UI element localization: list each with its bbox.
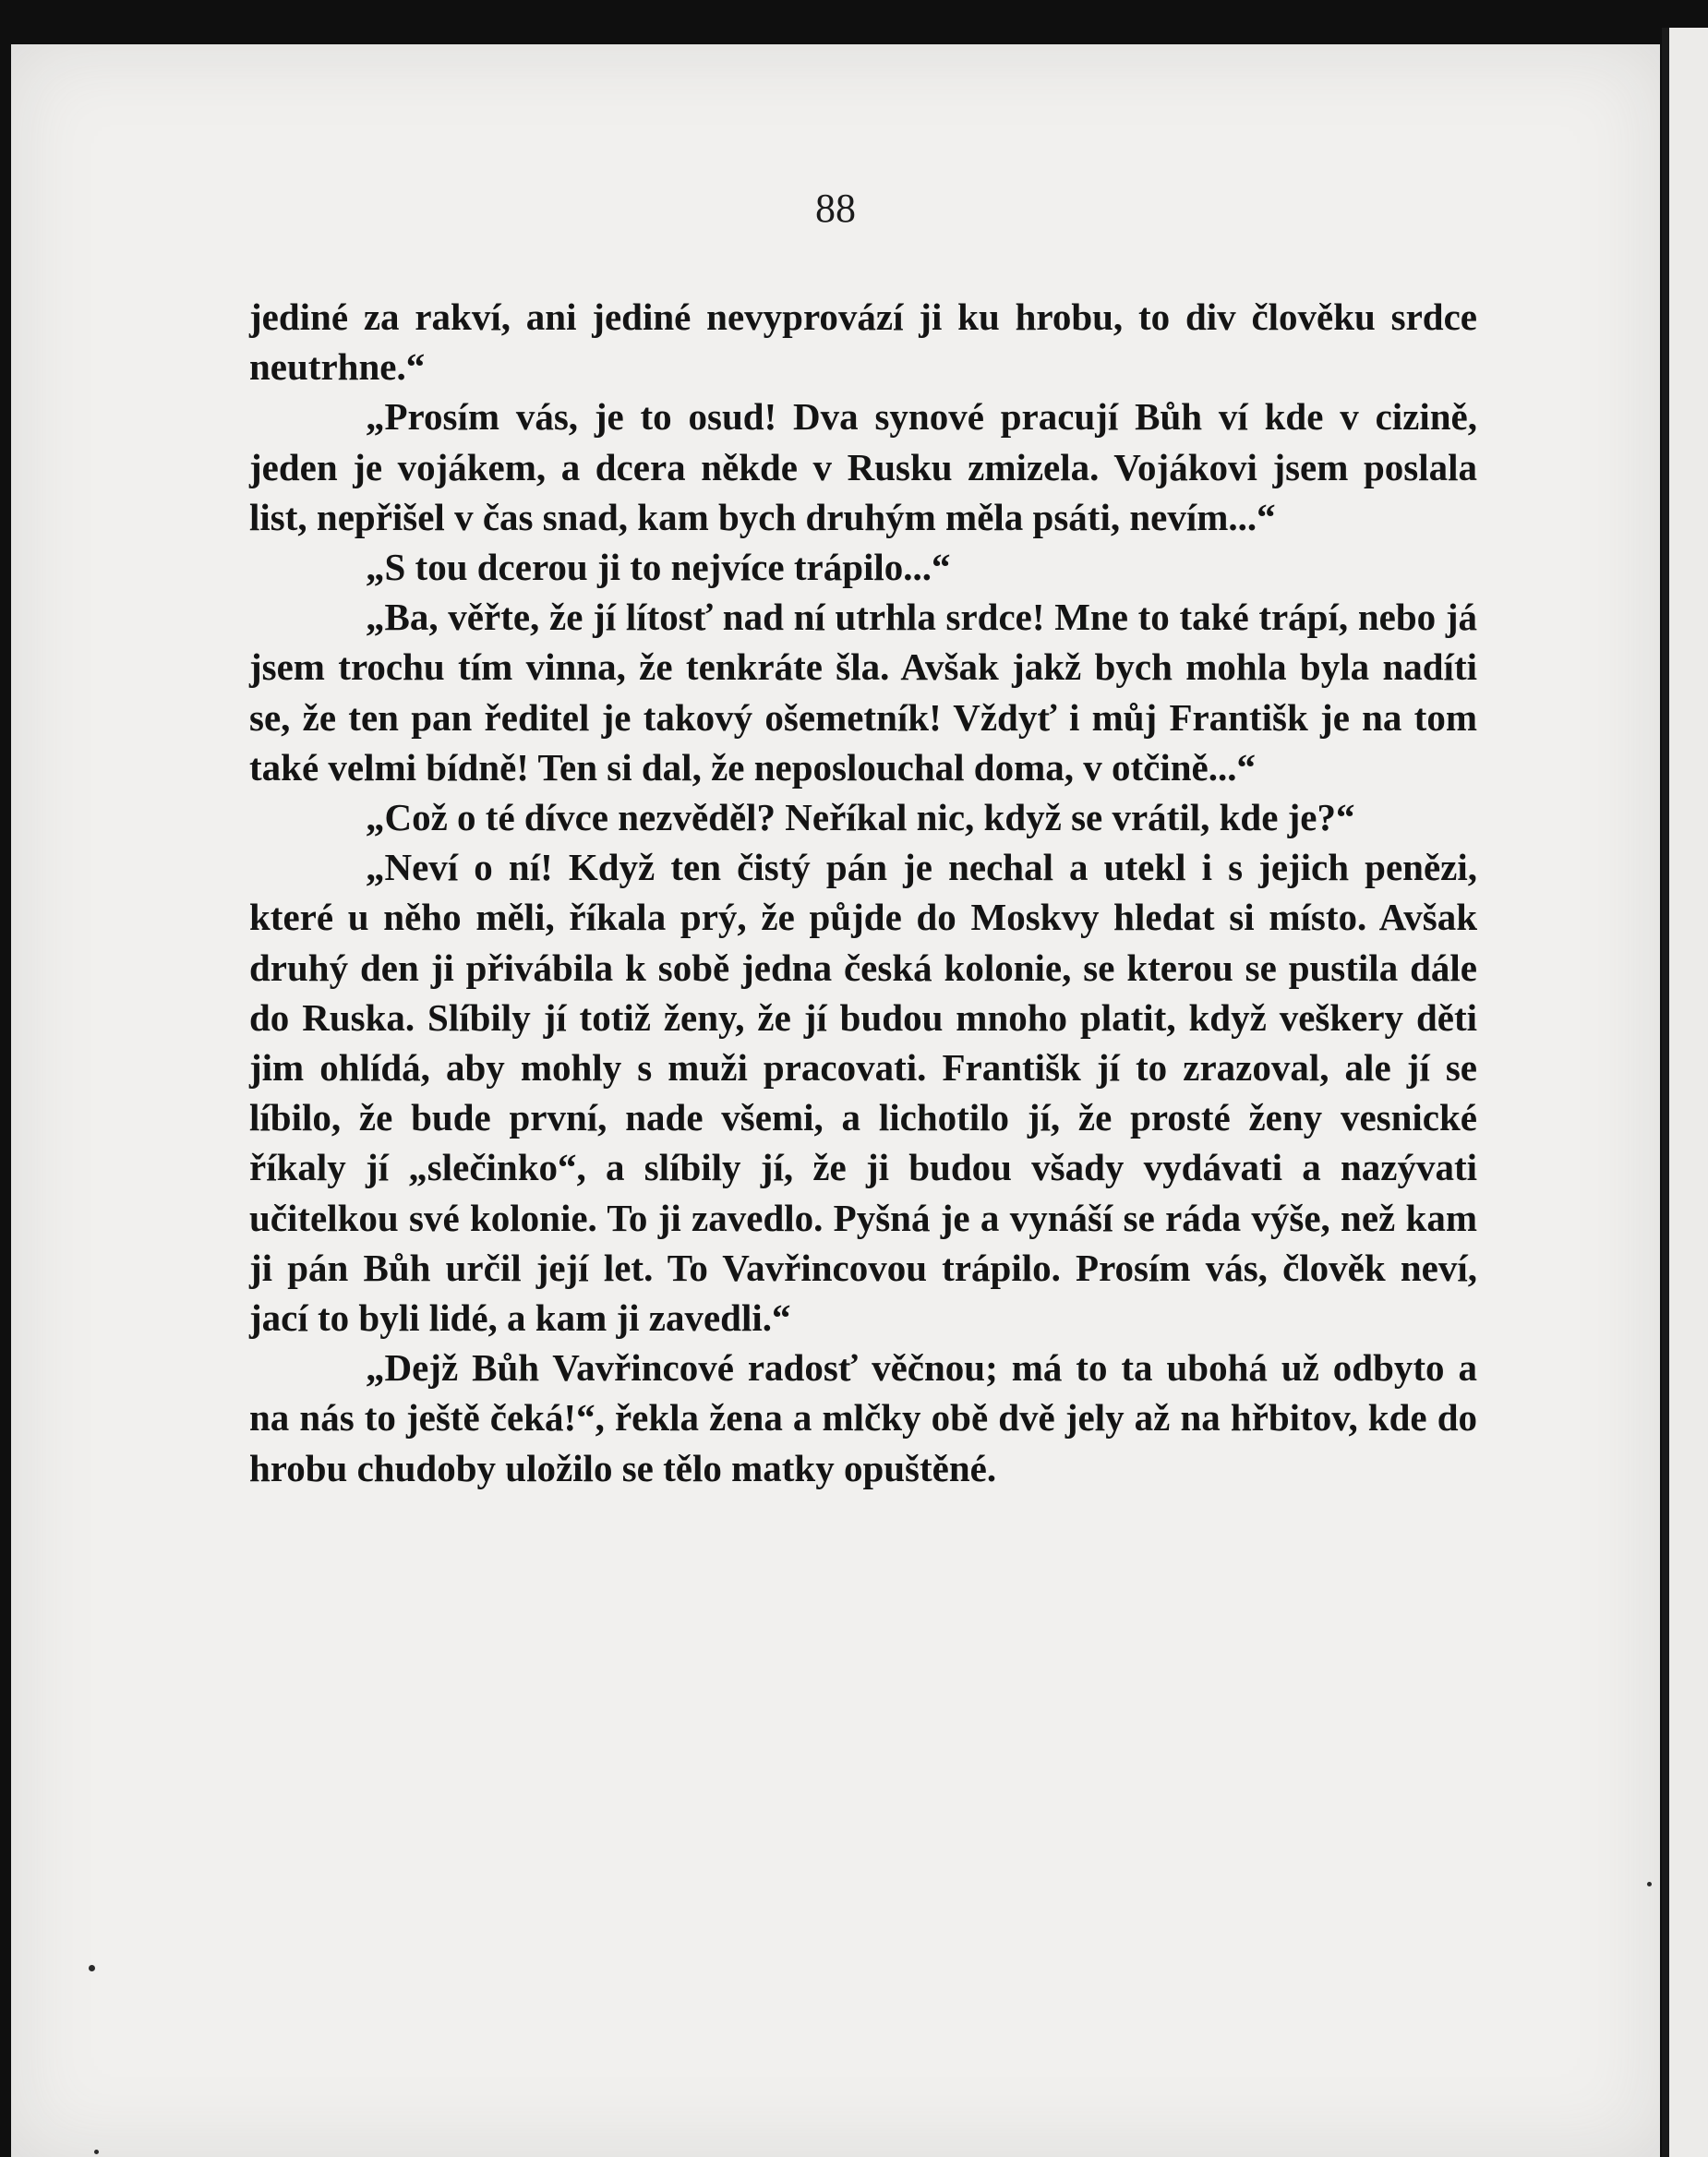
dust-speck (89, 1965, 95, 1971)
dust-speck (94, 2150, 99, 2154)
paragraph-5: „Což o té dívce nezvěděl? Neříkal nic, když se vrátil, kde je?“ (366, 796, 1355, 839)
paragraph-2: „Prosím vás, je to osud! Dva synové pracují Bůh ví kde v cizině, jeden je vojákem, a dcera někde v Rusku zmizela. Vojákovi jsem poslala list, nepřišel v čas snad, kam bych druhým měla psáti, nevím...“ (249, 395, 1477, 538)
paragraph-6: „Neví o ní! Když ten čistý pán je nechal a utekl i s jejich penězi, které u něho měli, říkala prý, že půjde do Moskvy hledat si místo. Avšak druhý den ji přivábila k sobě jedna česká kolonie, se kterou se pustila dále do Ruska. Slíbily jí totiž ženy, že jí budou mnoho platit, když veškery děti jim ohlídá, aby mohly s muži pracovati. Františk jí to zrazoval, ale jí se líbilo, že bude první, nade všemi, a lichotilo jí, že prosté ženy vesnické říkaly jí „slečinko“, a slíbily jí, že ji budou všady vydávati a nazývati učitelkou své kolonie. To ji zavedlo. Pyšná je a vynáší se ráda výše, než kam ji pán Bůh určil její let. To Vavřincovou trápilo. Prosím vás, člověk neví, jací to byli lidé, a kam ji zavedli.“ (249, 846, 1477, 1340)
body-text (249, 292, 1477, 1493)
book-page (11, 44, 1660, 2157)
paragraph-4: „Ba, věřte, že jí lítosť nad ní utrhla srdce! Mne to také trápí, nebo já jsem trochu tím vinna, že tenkráte šla. Avšak jakž bych mohla byla nadíti se, že ten pan ředitel je takový ošemetník! Vždyť i můj Františk je na tom také velmi bídně! Ten si dal, že neposlouchal doma, v otčině...“ (249, 596, 1477, 789)
page-number: 88 (815, 186, 856, 231)
paragraph-3: „S tou dcerou ji to nejvíce trápilo...“ (366, 546, 951, 589)
paragraph-7: „Dejž Bůh Vavřincové radosť věčnou; má to ta ubohá už odbyto a na nás to ještě čeká!“, řekla žena a mlčky obě dvě jely až na hřbitov, kde do hrobu chudoby uložilo se tělo matky opuštěné. (249, 1346, 1477, 1489)
dust-speck (1647, 1882, 1652, 1886)
next-page-edge (1662, 28, 1708, 2157)
paragraph-1: jediné za rakví, ani jediné nevyprovází ji ku hrobu, to div člověku srdce neutrhne.“ (249, 295, 1477, 389)
